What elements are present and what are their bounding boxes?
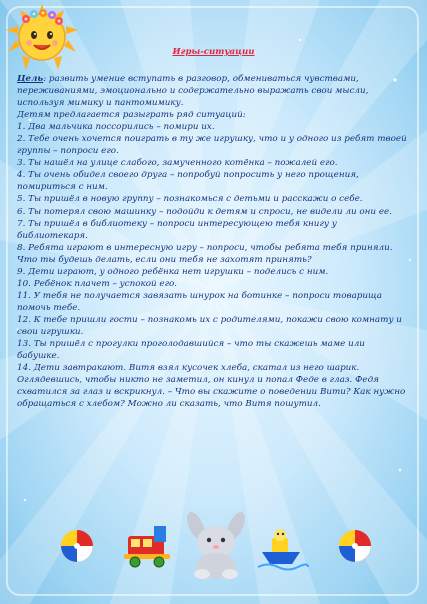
situation-item: 12. К тебе пришли гости – познакомь их с родителями, покажи свою комнату и свои игрушки. (17, 314, 402, 337)
goal-paragraph (17, 73, 409, 109)
toy-train-icon (124, 526, 170, 567)
situation-item: 4. Ты очень обидел своего друга – попробуй попросить у него прощения, помириться с ним. (17, 170, 359, 193)
situation-item: 14. Дети завтракают. Витя взял кусочек хлеба, скатал из него шарик. Оглядевшись, чтобы никто не заметил, он кинул и попал Феде в глаз. Федя схватился за глаз и вскрикнул. – Что вы скажите о поведении Вити? Как нужно обращаться с хлебом? Можно ли сказать, что Витя пошутил. (17, 363, 406, 410)
situation-item: 1. Два мальчика поссорились – помири их. (17, 122, 215, 133)
situation-item: 2. Тебе очень хочется поиграть в ту же игрушку, что и у одного из ребят твоей группы – попроси его. (17, 134, 407, 157)
goal-label: Цель (17, 74, 44, 84)
situation-item: 9. Дети играют, у одного ребёнка нет игрушки – поделись с ним. (17, 266, 329, 277)
ball-icon (339, 530, 371, 562)
situation-item: 3. Ты нашёл на улице слабого, замученного котёнка – пожалей его. (17, 158, 338, 169)
toy-boat-icon (258, 529, 308, 570)
goal-text: : развить умение вступать в разговор, обмениваться чувствами, переживаниями, эмоционально и содержательно выражать свои мысли, используя мимику и пантомимику. (17, 74, 369, 109)
situation-item: 11. У тебя не получается завязать шнурок на ботинке – попроси товарища помочь тебе. (17, 290, 383, 313)
page-title: Игры-ситуации (172, 47, 255, 57)
situation-item: 13. Ты пришёл с прогулки проголодавшийся – что ты скажешь маме или бабушке. (17, 339, 365, 362)
toys-decoration (0, 512, 427, 582)
ball-icon (61, 530, 93, 562)
situation-item: 10. Ребёнок плачет – успокой его. (17, 278, 178, 289)
situation-item: 8. Ребята играют в интересную игру – попроси, чтобы ребята тебя приняли. Что ты будешь делать, если они тебя не захотят принять? (17, 242, 393, 265)
situation-item: 5. Ты пришёл в новую группу – познакомься с детьми и расскажи о себе. (17, 194, 363, 205)
document-body (17, 73, 409, 410)
intro-text: Детям предлагается разыграть ряд ситуаций: (17, 110, 246, 121)
situation-item: 7. Ты пришёл в библиотеку – попроси интересующею тебя книгу у библиотекаря. (17, 218, 337, 241)
sun-icon (2, 2, 82, 74)
situation-item: 6. Ты потерял свою машинку – подойди к детям и спроси, не видели ли они ее. (17, 206, 392, 217)
bunny-toy-icon (183, 512, 248, 579)
